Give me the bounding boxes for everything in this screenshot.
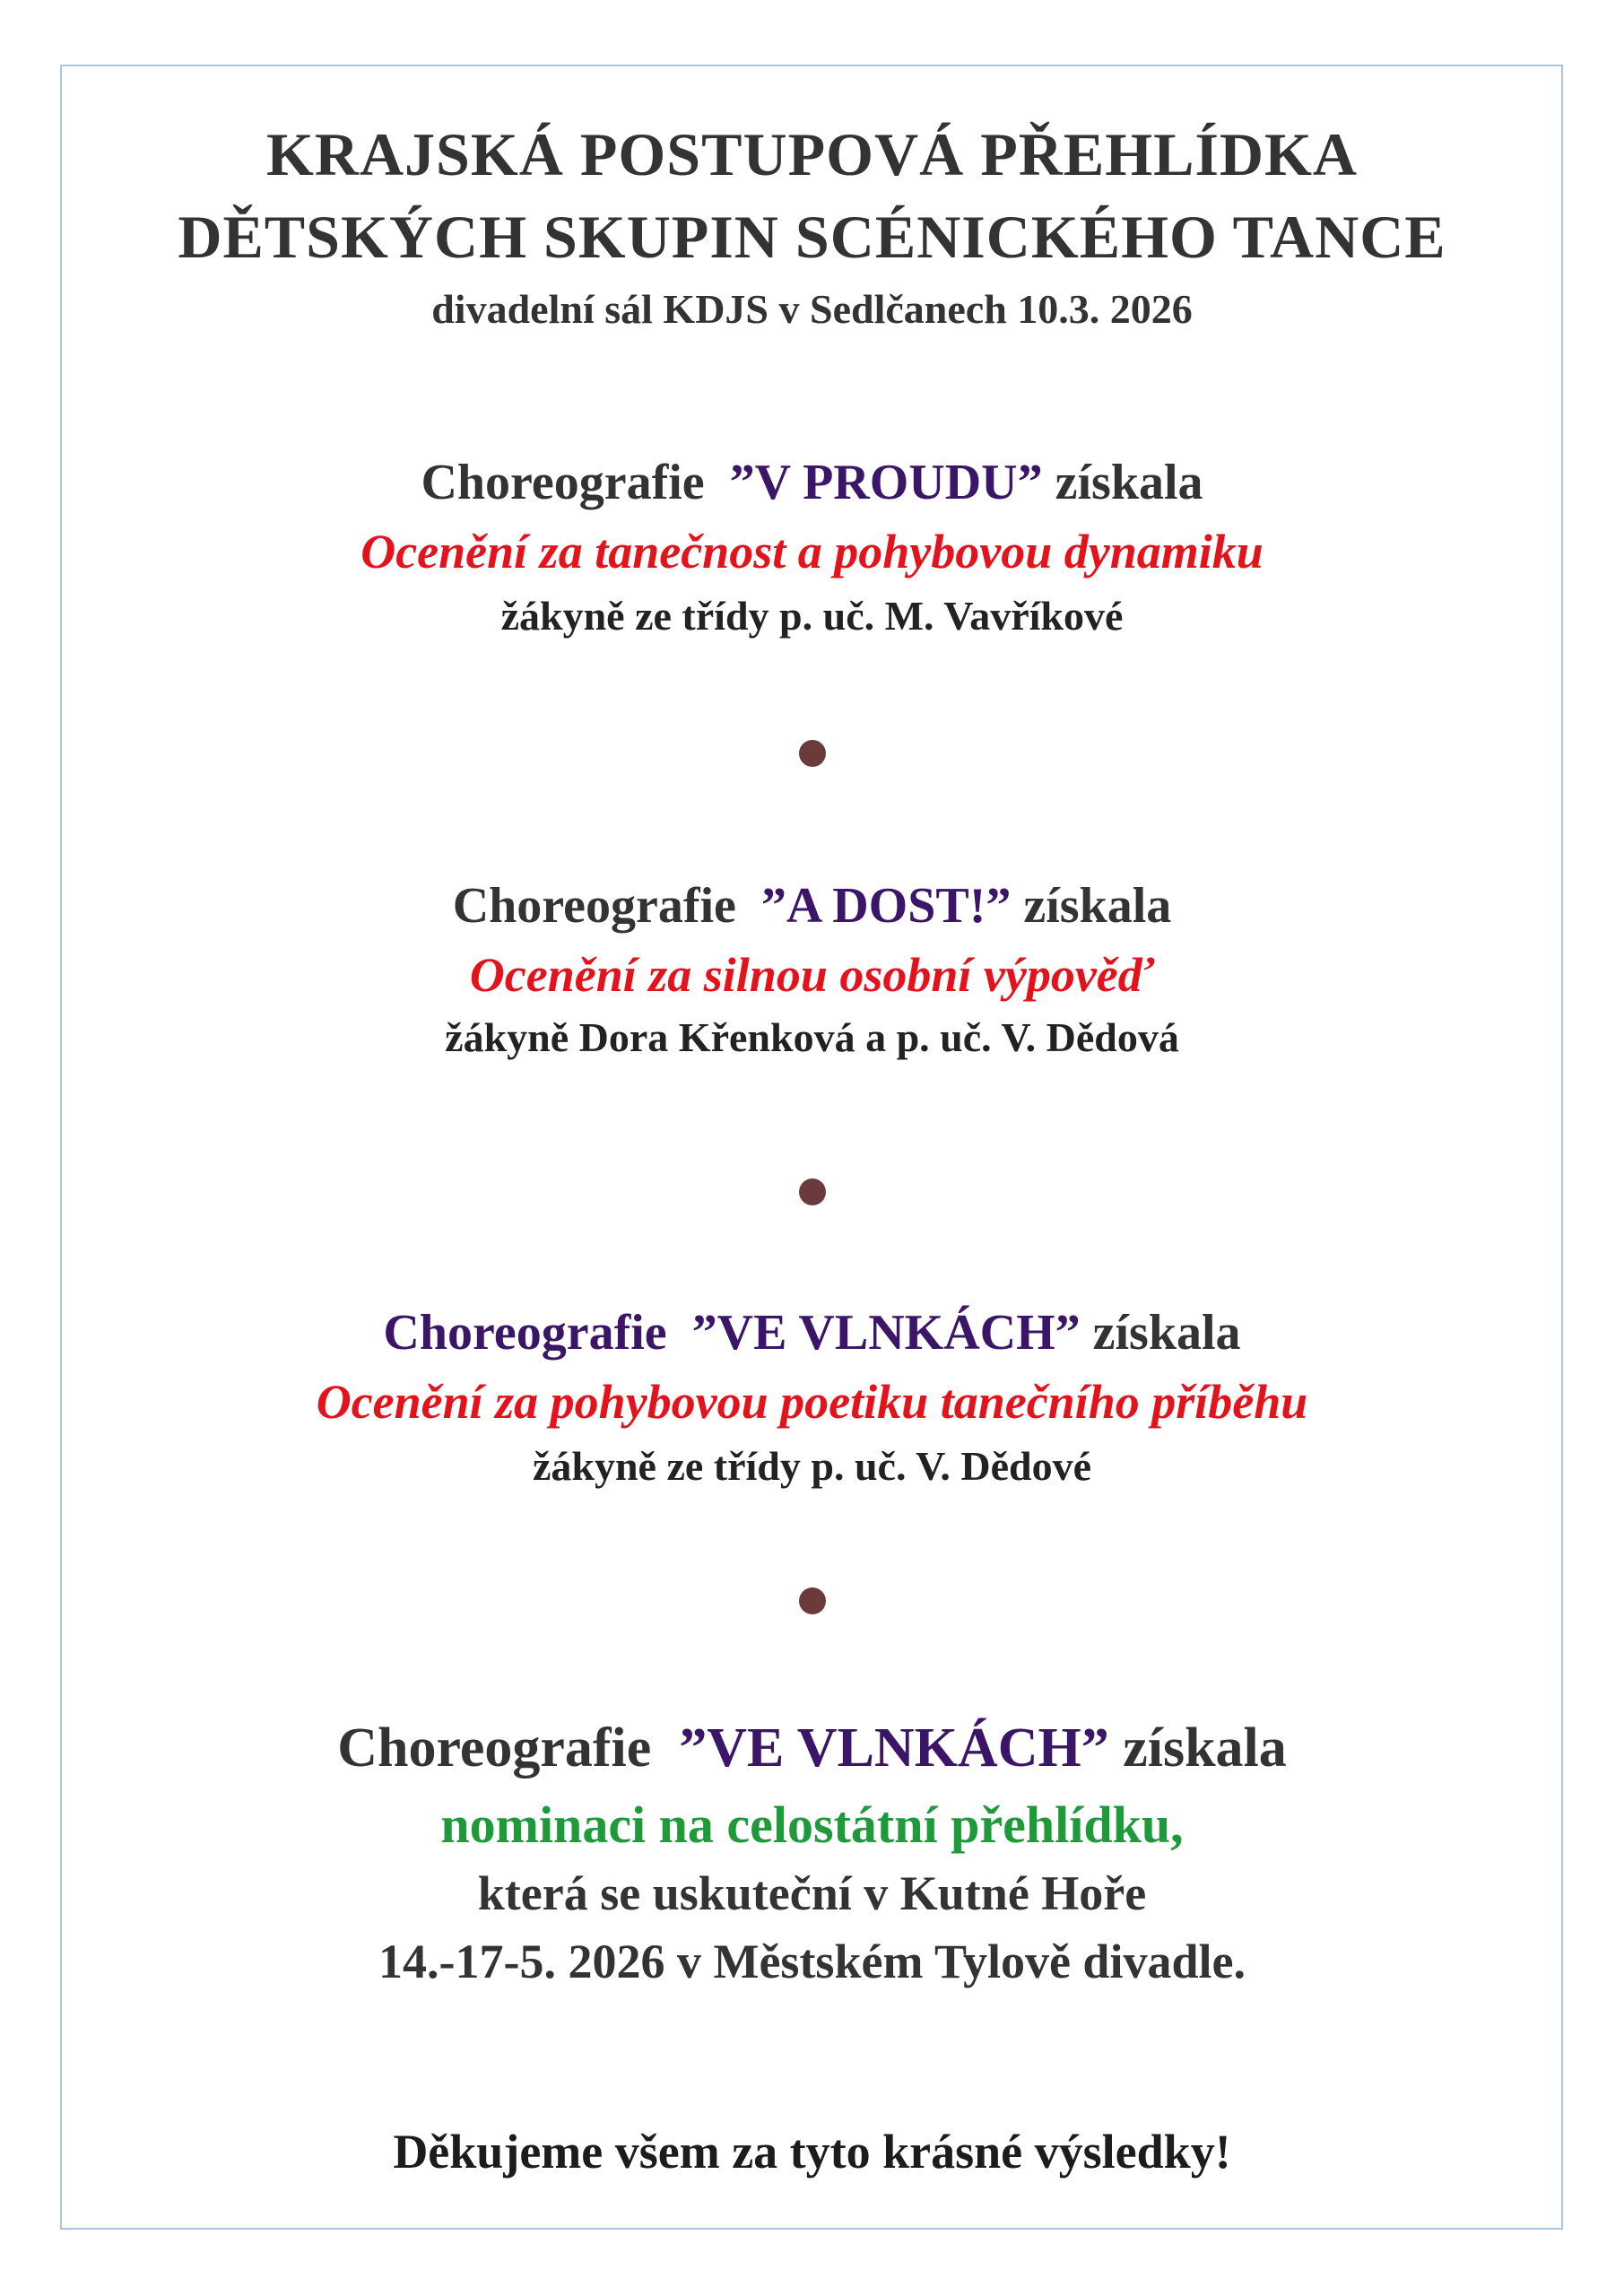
award-2-pupils: žákyně Dora Křenková a p. uč. V. Dědová [445, 1014, 1179, 1060]
title-line-2: DĚTSKÝCH SKUPIN SCÉNICKÉHO TANCE [178, 203, 1446, 271]
award-2-choreography [0, 878, 1624, 934]
award-1-suffix: získala [1055, 455, 1203, 510]
title-line-1: KRAJSKÁ POSTUPOVÁ PŘEHLÍDKA [265, 120, 1359, 188]
nomination-choreography [0, 1718, 1624, 1779]
award-1-pupils: žákyně ze třídy p. uč. M. Vavříkové [500, 593, 1124, 639]
nomination-prefix: Choreografie [337, 1718, 652, 1779]
award-1-prefix: Choreografie [421, 455, 705, 510]
nomination-choreography-name: ”VE VLNKÁCH” [679, 1718, 1109, 1779]
award-3-prefix: Choreografie [383, 1305, 667, 1361]
award-1-choreography-name: ”V PROUDU” [729, 455, 1043, 510]
nomination-info-line-1: která se uskuteční v Kutné Hoře [477, 1866, 1147, 1920]
separator-bullet-3 [799, 1587, 826, 1614]
nomination-title: nominaci na celostátní přehlídku, [440, 1796, 1184, 1854]
thanks-message: Děkujeme všem za tyto krásné výsledky! [393, 2125, 1231, 2179]
award-2-title: Ocenění za silnou osobní výpověď [469, 948, 1155, 1002]
award-3-choreography-name: ”VE VLNKÁCH” [691, 1305, 1081, 1361]
award-3-pupils: žákyně ze třídy p. uč. V. Dědové [532, 1443, 1092, 1489]
separator-bullet-1 [799, 740, 826, 767]
award-3-choreography [0, 1305, 1624, 1361]
award-3-title: Ocenění za pohybovou poetiku tanečního příběhu [316, 1375, 1308, 1429]
award-2-suffix: získala [1023, 878, 1172, 934]
nomination-suffix: získala [1123, 1718, 1287, 1779]
award-2-prefix: Choreografie [452, 878, 736, 934]
award-1-choreography [0, 457, 1624, 508]
nomination-info-line-2: 14.-17-5. 2026 v Městském Tylově divadle. [378, 1935, 1246, 1988]
award-3-suffix: získala [1092, 1305, 1241, 1361]
award-2-choreography-name: ”A DOST!” [760, 878, 1012, 934]
event-subtitle: divadelní sál KDJS v Sedlčanech 10.3. 2026 [431, 286, 1193, 332]
award-1-title: Ocenění za tanečnost a pohybovou dynamiku [360, 525, 1264, 578]
separator-bullet-2 [799, 1178, 826, 1205]
